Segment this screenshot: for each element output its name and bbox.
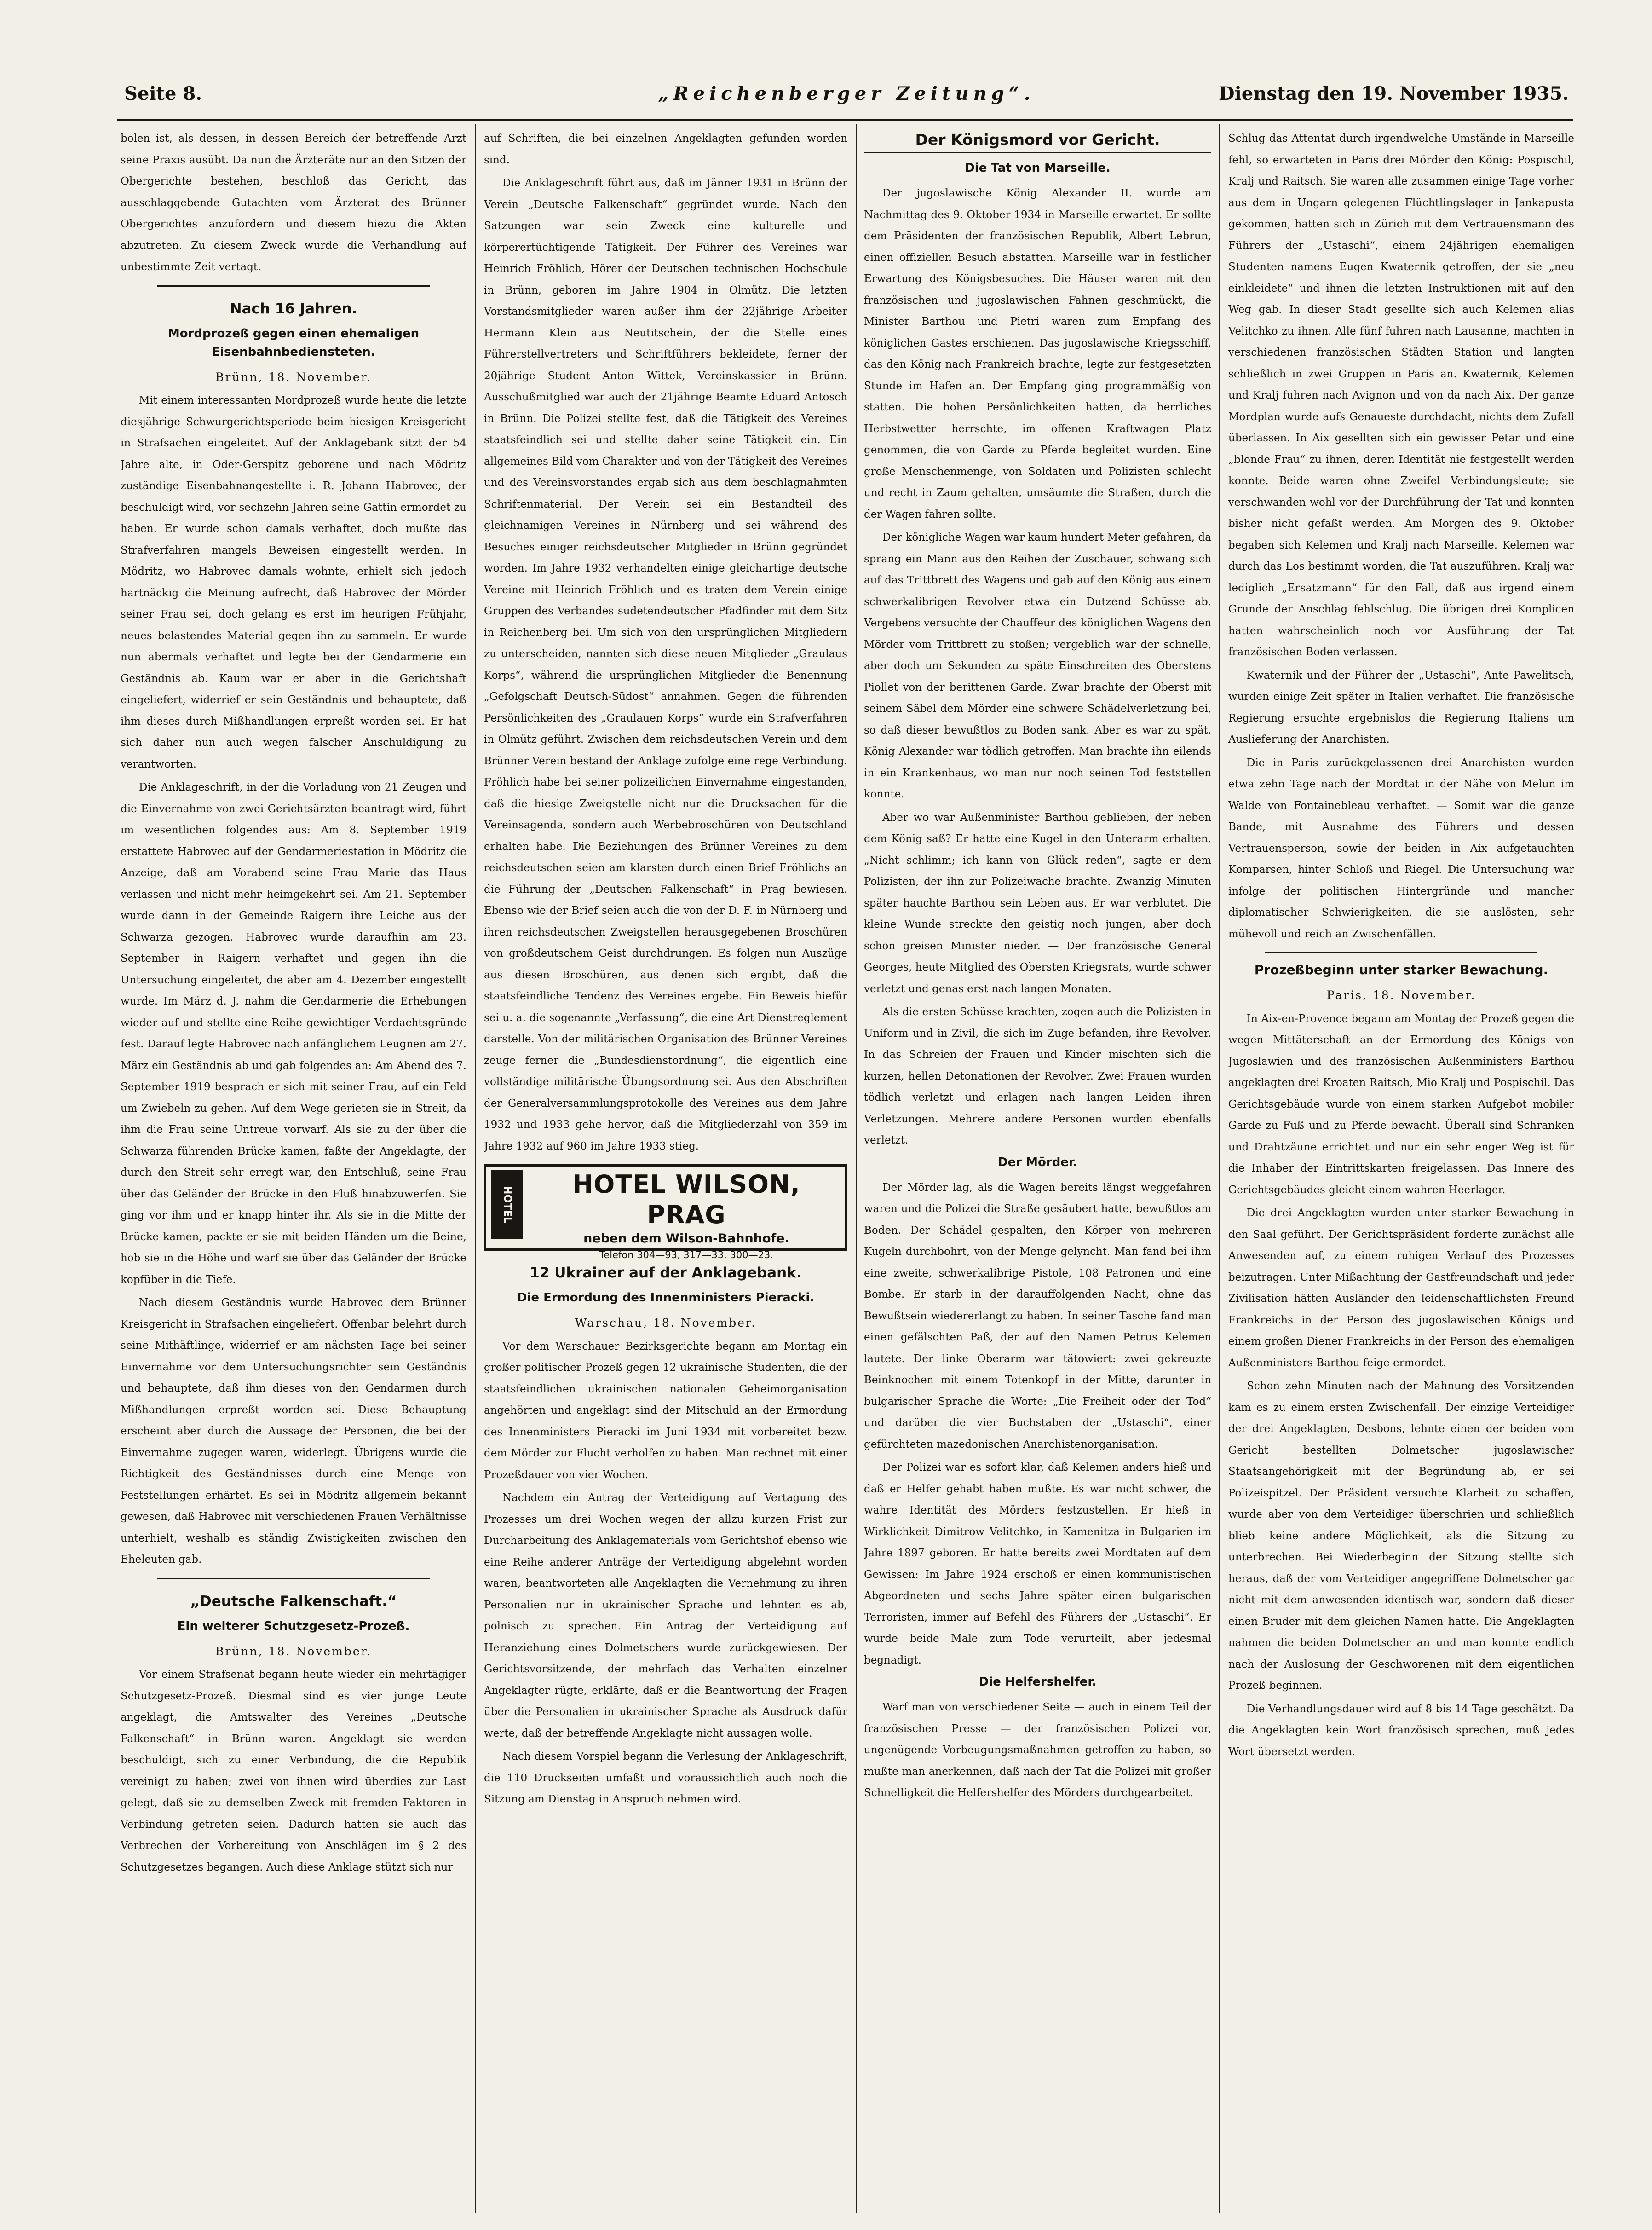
paragraph: Nach diesem Vorspiel begann die Verlesung der Anklageschrift, die 110 Druckseiten umfaßt und voraussichtlich auch noch die Sitzung am Dienstag in Anspruch nehmen wird. [484, 1750, 847, 1805]
article-subheadline: Ein weiterer Schutzgesetz-Prozeß. [177, 1619, 410, 1633]
article-subheadline: Die Ermordung des Innenministers Pieracki. [517, 1291, 815, 1305]
masthead: „Reichenberger Zeitung“. [658, 83, 1035, 104]
paragraph: Der jugoslawische König Alexander II. wurde am Nachmittag des 9. Oktober 1934 in Marseille erwartet. Er sollte dem Präsidenten der französischen Republik, Albert Lebrun, einen offiziellen Besuch abstatten. Marseille war in festlicher Erwartung des Königsbesuches. Die Häuser waren mit den französischen und jugoslawischen Fahnen geschmückt, die Minister Barthou und Pietri waren zum Empfang des königlichen Gastes erschienen. Das jugoslawische Kriegsschiff, das den König nach Frankreich brachte, legte zur festgesetzten Stunde im Hafen an. Der Empfang ging programmäßig von statten. Die hohen Persönlichkeiten hatten, da herrliches Herbstwetter herrschte, im offenen Kraftwagen Platz genommen, die von Garde zu Pferde begleitet wurden. Eine große Menschenmenge, von Soldaten und Polizisten schlecht und recht in Zaum gehalten, umsäumte die Straßen, durch die der Wagen fahren sollte. [864, 187, 1211, 520]
section-heading: Der Mörder. [998, 1155, 1077, 1169]
paragraph: Mit einem interessanten Mordprozeß wurde heute die letzte diesjährige Schwurgerichtsperiode beim hiesigen Kreisgericht in Strafsachen eingeleitet. Auf der Anklagebank sitzt der 54 Jahre alte, in Oder-Gerspitz geborene und nach Mödritz zuständige Eisenbahnangestellte i. R. Johann Habrovec, der beschuldigt wird, vor sechzehn Jahren seine Gattin ermordet zu haben. Er wurde schon damals verhaftet, doch mußte das Strafverfahren mangels Beweisen eingestellt werden. In Mödritz, wo Habrovec damals wohnte, erhielt sich jedoch hartnäckig die Meinung aufrecht, daß Habrovec der Mörder seiner Frau sei, doch gelang es erst im heurigen Frühjahr, neues belastendes Material gegen ihn zu sammeln. Er wurde nun abermals verhaftet und legte bei der Gendarmerie ein Geständnis ab. Kaum war er aber in die Gerichtshaft eingeliefert, widerrief er sein Geständnis und behauptete, daß ihm dieses durch Mißhandlungen erpreßt worden sei. Er hat sich daher nun auch wegen falscher Anschuldigung zu verantworten. [121, 394, 466, 770]
paragraph: Die drei Angeklagten wurden unter starker Bewachung in den Saal geführt. Der Gerichtspräsident forderte zunächst alle Anwesenden auf, zu einem ruhigen Verlauf des Prozesses beizutragen. Unter Mißachtung der Gastfreundschaft und jeder Zivilisation hätten Ausländer den leidenschaftlichsten Freund Frankreichs in der Person des jugoslawischen Königs und einem großen Diener Frankreichs in der Person des ehemaligen Außenministers Barthou feige ermordet. [1228, 1207, 1574, 1369]
paragraph: Schon zehn Minuten nach der Mahnung des Vorsitzenden kam es zu einem ersten Zwischenfall. Der einzige Verteidiger der drei Angeklagten, Desbons, lehnte einen der beiden vom Gericht bestellten Dolmetscher jugoslawischer Staatsangehörigkeit mit der Begründung ab, er sei Polizeispitzel. Der Präsident versuchte Klarheit zu schaffen, wurde aber von dem Verteidiger überschrien und schließlich blieb keine andere Möglichkeit, als die Sitzung zu unterbrechen. Bei Wiederbeginn der Sitzung stellte sich heraus, daß der vom Verteidiger angegriffene Dolmetscher gar nicht mit dem anwesenden identisch war, sondern daß dieser einen Bruder mit dem gleichen Namen hatte. Die Angeklagten nahmen die beiden Dolmetscher an und man konnte endlich nach der Auslosung der Geschworenen mit dem eigentlichen Prozeß beginnen. [1228, 1380, 1574, 1692]
paragraph: Aber wo war Außenminister Barthou geblieben, der neben dem König saß? Er hatte eine Kugel in den Unterarm erhalten. „Nicht schlimm; ich kann von Glück reden“, sagte er dem Polizisten, der ihn zur Polizeiwache brachte. Zwanzig Minuten später hauchte Barthou sein Leben aus. Er war verblutet. Die kleine Wunde streckte den geistig noch jungen, aber doch schon greisen Minister nieder. — Der französische General Georges, heute Mitglied des Obersten Kriegsrats, wurde schwer verletzt und genas erst nach langen Monaten. [864, 811, 1211, 995]
article-headline: Nach 16 Jahren. [230, 300, 357, 317]
continued-paragraph: auf Schriften, die bei einzelnen Angeklagten gefunden worden sind. [484, 133, 847, 166]
article-headline: Prozeßbeginn unter starker Bewachung. [1254, 962, 1548, 977]
article-separator [157, 1578, 430, 1579]
continued-paragraph: Schlug das Attentat durch irgendwelche Umstände in Marseille fehl, so erwarteten in Paris drei Mörder den König: Pospischil, Kralj und Raitsch. Sie waren alle zusammen einige Tage vorher aus dem in Ungarn gelegenen Flüchtlingslager in Jankapusta gekommen, hatten sich in Zürich mit dem Vertrauensmann des Führers der „Ustaschi“, einem 24jährigen ehemaligen Studenten namens Eugen Kwaternik getroffen, der sie „neu einkleidete“ und ihnen die letzten Instruktionen mit auf den Weg gab. In dieser Stadt gesellte sich auch Kelemen alias Velitchko zu ihnen. Alle fünf fuhren nach Lausanne, machten in verschiedenen französischen Städten Station und langten schließlich in zwei Gruppen in Paris an. Kwaternik, Kelemen und Kralj fuhren nach Avignon und von da nach Aix. Der ganze Mordplan wurde aufs Genaueste durchdacht, nichts dem Zufall überlassen. In Aix gesellten sich ein gewisser Petar und eine „blonde Frau“ zu ihnen, deren Identität nie festgestellt werden konnte. Beide waren ohne Zweifel Verbindungsleute; sie verschwanden wohl vor der Durchführung der Tat und konnten bisher nicht gefaßt werden. Am Morgen des 9. Oktober begaben sich Kelemen und Kralj nach Marseille. Kelemen war durch das Los bestimmt worden, die Tat auszuführen. Kralj war lediglich „Ersatzmann“ für den Fall, daß aus irgend einem Grunde der Anschlag fehlschlug. Die übrigen drei Komplicen hatten wahrscheinlich noch vor Ausführung der Tat französischen Boden verlassen. [1228, 133, 1574, 658]
hotel-logo: HOTEL [491, 1170, 523, 1239]
column-4 [1228, 128, 1574, 2213]
ad-telephone: Telefon 304—93, 317—33, 300—23. [599, 1249, 773, 1260]
column-divider [1219, 124, 1220, 2213]
article-subheadline: Mordprozeß gegen einen ehemaligen Eisenbahnbediensteten. [167, 326, 420, 359]
paragraph: Warf man von verschiedener Seite — auch in einem Teil der französischen Presse — der französischen Polizei vor, ungenügende Vorbeugungsmaßnahmen getroffen zu haben, so mußte man anerkennen, daß nach der Tat die Polizei mit großer Schnelligkeit die Helfershelfer des Mörders durchgearbeitet. [864, 1701, 1211, 1799]
paragraph: Nach diesem Geständnis wurde Habrovec dem Brünner Kreisgericht in Strafsachen eingeliefert. Offenbar belehrt durch seine Mithäftlinge, widerrief er am nächsten Tage bei seiner Einvernahme vor dem Untersuchungsrichter sein Geständnis und behauptete, daß ihm dieses von den Gendarmen durch Mißhandlungen erpreßt worden sei. Diese Behauptung erscheint aber durch die Aussage der Personen, die bei der Einvernahme zugegen waren, widerlegt. Übrigens wurde die Richtigkeit des Geständnisses durch eine Menge von Feststellungen erhärtet. Es sei in Mödritz allgemein bekannt gewesen, daß Habrovec mit verschiedenen Frauen Verhältnisse unterhielt, weshalb es ständig Zwistigkeiten zwischen den Eheleuten gab. [121, 1297, 466, 1566]
paragraph: Der königliche Wagen war kaum hundert Meter gefahren, da sprang ein Mann aus den Reihen der Zuschauer, schwang sich auf das Trittbrett des Wagens und gab auf den König aus einem schwerkalibrigen Revolver etwa ein Dutzend Schüsse ab. Vergebens versuchte der Chauffeur des königlichen Wagens den Mörder vom Trittbrett zu stoßen; vergeblich war der schnelle, aber doch um Sekunden zu späte Einschreiten des Oberstens Piollet von der berittenen Garde. Zwar brachte der Oberst mit seinem Säbel dem Mörder eine schwere Schädelverletzung bei, so daß dieser bewußtlos zu Boden sank. Aber es war zu spät. König Alexander war tödlich getroffen. Man brachte ihn eilends in ein Krankenhaus, wo man nur noch seinen Tod feststellen konnte. [864, 532, 1211, 800]
ad-title: HOTEL WILSON, PRAG [572, 1170, 800, 1229]
page-header [124, 83, 1569, 115]
column-2 [484, 128, 847, 2213]
article-headline: 12 Ukrainer auf der Anklagebank. [530, 1265, 802, 1281]
paragraph: Die Anklageschrift, in der die Vorladung von 21 Zeugen und die Einvernahme von zwei Gerichtsärzten beantragt wird, führt im wesentlichen folgendes aus: Am 8. September 1919 erstattete Habrovec auf der Gendarmeriestation in Mödritz die Anzeige, daß am Vorabend seine Frau Marie das Haus verlassen und nicht mehr heimgekehrt sei. Am 21. September wurde dann in der Gemeinde Raigern ihre Leiche aus der Schwarza gezogen. Habrovec wurde daraufhin am 23. September in Raigern verhaftet und gegen ihn die Untersuchung eingeleitet, die aber am 4. Dezember eingestellt wurde. Im März d. J. nahm die Gendarmerie die Erhebungen wieder auf und stellte eine Reihe gewichtiger Verdachtsgründe fest. Darauf legte Habrovec nach anfänglichem Leugnen am 27. März ein Geständnis ab und gab folgendes an: Am Abend des 7. September 1919 besprach er sich mit seiner Frau, auf ein Feld um Zwiebeln zu gehen. Auf dem Wege gerieten sie in Streit, da ihm die Frau seine Untreue vorwarf. Als sie zu der über die Schwarza führenden Brücke kamen, faßte der Angeklagte, der durch den Streit sehr erregt war, den Entschluß, seine Frau über das Geländer der Brücke in den Fluß hinabzuwerfen. Sie ging vor ihm und er knapp hinter ihr. Als sie in die Mitte der Brücke kamen, packte er sie mit beiden Händen um die Beine, hob sie in die Höhe und warf sie über das Geländer der Brücke kopfüber in die Tiefe. [121, 781, 466, 1286]
header-rule [117, 119, 1573, 121]
article-subheadline: Die Tat von Marseille. [965, 161, 1111, 175]
paragraph: In Aix-en-Provence begann am Montag der Prozeß gegen die wegen Mittäterschaft an der Ermordung des Königs von Jugoslawien und des französischen Außenministers Barthou angeklagten drei Kroaten Raitsch, Mio Kralj und Pospischil. Das Gerichtsgebäude wurde von einem starken Aufgebot mobiler Garde zu Fuß und zu Pferde bewacht. Überall sind Schranken und Drahtzäune errichtet und nur ein sehr enger Weg ist für die Inhaber der Eintrittskarten freigelassen. Das Innere des Gerichtsgebäudes gleicht einem wahren Heerlager. [1228, 1012, 1574, 1196]
paragraph: Kwaternik und der Führer der „Ustaschi“, Ante Pawelitsch, wurden einige Zeit später in Italien verhaftet. Die französische Regierung ersuchte ergebnislos die Regierung Italiens um Auslieferung der Anarchisten. [1228, 669, 1574, 745]
article-separator [1265, 952, 1537, 953]
paragraph: Vor einem Strafsenat begann heute wieder ein mehrtägiger Schutzgesetz-Prozeß. Diesmal sind es vier junge Leute angeklagt, die Amtswalter des Vereines „Deutsche Falkenschaft“ in Brünn waren. Angeklagt sie werden beschuldigt, sich zu einer Verbindung, die die Republik vereinigt zu haben; zwei von ihnen wird überdies zur Last gelegt, daß sie zu demselben Zweck mit fremden Faktoren in Verbindung getreten seien. Dadurch hatten sie auch das Verbrechen der Vorbereitung von Anschlägen im § 2 des Schutzgesetzes begangen. Auch diese Anklage stützt sich nur [121, 1669, 466, 1873]
page-number: Seite 8. [124, 83, 202, 104]
column-divider [856, 124, 857, 2213]
dateline: Brünn, 18. November. [215, 370, 372, 384]
article-separator [157, 285, 430, 287]
ad-subtitle: neben dem Wilson-Bahnhofe. [583, 1231, 789, 1246]
dateline: Warschau, 18. November. [575, 1316, 757, 1329]
section-heading: Die Helfershelfer. [979, 1675, 1097, 1689]
continued-paragraph: bolen ist, als dessen, in dessen Bereich der betreffende Arzt seine Praxis ausübt. Da nun die Ärzteräte nur an den Sitzen der Obergerichte bestehen, beschloß das Gericht, das ausschlaggebende Gutachten vom Ärzterat des Brünner Obergerichtes anzufordern und diesem hiezu die Akten abzutreten. Zu diesem Zweck wurde die Verhandlung auf unbestimmte Zeit vertagt. [121, 133, 466, 273]
column-divider [475, 124, 476, 2213]
paragraph: Als die ersten Schüsse krachten, zogen auch die Polizisten in Uniform und in Zivil, die sich im Zuge befanden, ihre Revolver. In das Schreien der Frauen und Kinder mischten sich die kurzen, hellen Detonationen der Revolver. Zwei Frauen wurden tödlich verletzt und erlagen nach langen Leiden ihren Verletzungen. Mehrere andere Personen wurden ebenfalls verletzt. [864, 1006, 1211, 1146]
paragraph: Der Mörder lag, als die Wagen bereits längst weggefahren waren und die Polizei die Straße gesäubert hatte, bewußtlos am Boden. Der Schädel gespalten, den Körper von mehreren Kugeln durchbohrt, von der Menge gelyncht. Man fand bei ihm eine zweite, schwerkalibrige Pistole, 108 Patronen und eine Bombe. Er starb in der darauffolgenden Nacht, ohne das Bewußtsein wiedererlangt zu haben. In seiner Tasche fand man einen gefälschten Paß, der auf den Namen Petrus Kelemen lautete. Der linke Oberarm war tätowiert: zwei gekreuzte Beinknochen mit einem Totenkopf in der Mitte, darunter in bulgarischer Sprache die Worte: „Die Freiheit oder der Tod“ und darüber die vier Buchstaben der „Ustaschi“, einer gefürchteten mazedonischen Anarchistenorganisation. [864, 1181, 1211, 1450]
paragraph: Nachdem ein Antrag der Verteidigung auf Vertagung des Prozesses um drei Wochen wegen der allzu kurzen Frist zur Durcharbeitung des Anklagematerials vom Gerichtshof ebenso wie eine Reihe anderer Anträge der Verteidigung abgelehnt worden waren, beantworteten alle Angeklagten die Vernehmung zu ihren Personalien nur in ukrainischer Sprache und lehnten es ab, polnisch zu sprechen. Ein Antrag der Verteidigung auf Heranziehung eines Dolmetschers wurde zurückgewiesen. Der Gerichtsvorsitzende, der mehrfach das Verhalten einzelner Angeklagter rügte, erklärte, daß er die Beantwortung der Fragen über die Personalien in ukrainischer Sprache als Ausdruck dafür werte, daß der betreffende Angeklagte nicht aussagen wolle. [484, 1492, 847, 1739]
paragraph: Die Anklageschrift führt aus, daß im Jänner 1931 in Brünn der Verein „Deutsche Falkenschaft“ gegründet wurde. Nach den Satzungen war sein Zweck eine kulturelle und körperertüchtigende Tätigkeit. Der Führer des Vereines war Heinrich Fröhlich, Hörer der Deutschen technischen Hochschule in Brünn, geboren im Jahre 1904 in Olmütz. Die letzten Vorstandsmitglieder waren außer ihm der 22jährige Arbeiter Hermann Klein aus Neutitschein, der die Stelle eines Führerstellvertreters und Schriftführers bekleidete, ferner der 20jährige Student Anton Wittek, Vereinskassier in Brünn. Ausschußmitglied war auch der 21jährige Beamte Eduard Antosch in Brünn. Die Polizei stellte fest, daß die Tätigkeit des Vereines staatsfeindlich sei und stellte daher seine Tätigkeit ein. Ein allgemeines Bild vom Charakter und von der Tätigkeit des Vereines und des Vereinsvorstandes ergab sich aus dem beschlagnahmten Schriftenmaterial. Der Verein sei ein Bestandteil des gleichnamigen Vereines in Nürnberg und sei während des Besuches einiger reichsdeutscher Mitglieder in Brünn gegründet worden. Im Jahre 1932 verhandelten einige gleichartige deutsche Vereine mit Heinrich Fröhlich und es traten dem Verein einige Gruppen des Verbandes sudetendeutscher Pfadfinder mit dem Sitz in Reichenberg bei. Um sich von den ursprünglichen Mitgliedern zu unterscheiden, nannten sich diese neuen Mitglieder „Graulaus Korps“, während die ursprünglichen Mitglieder die Benennung „Gefolgschaft Deutsch-Südost“ annahmen. Gegen die führenden Persönlichkeiten des „Graulauen Korps“ wurde ein Strafverfahren in Olmütz geführt. Zwischen dem reichsdeutschen Verein und dem Brünner Verein bestand der Anklage zufolge eine rege Verbindung. Fröhlich habe bei seiner polizeilichen Einvernahme eingestanden, daß die hiesige Zweigstelle nicht nur die Drucksachen für die Vereinsagenda, sondern auch Werbebroschüren von Deutschland erhalten habe. Die Beziehungen des Brünner Vereines zu dem reichsdeutschen seien am klarsten durch einen Brief Fröhlichs an die Führung der „Deutschen Falkenschaft“ in Prag bewiesen. Ebenso wie der Brief seien auch die von der D. F. in Nürnberg und ihren reichsdeutschen Zweigstellen herausgegebenen Broschüren von großdeutschem Geist durchdrungen. Es folgen nun Auszüge aus diesen Broschüren, aus denen sich ergibt, daß die staatsfeindliche Tendenz des Vereines ergebe. Ein Beweis hiefür sei u. a. die sogenannte „Verfassung“, die eine Art Dienstreglement darstelle. Von der militärischen Organisation des Brünner Vereines zeuge ferner die „Bundesdienstordnung“, die eigentlich eine vollständige militärische Übungsordnung sei. Aus den Abschriften der Generalversammlungsprotokolle des Vereines aus dem Jahre 1932 und 1933 gehe hervor, daß die Mitgliederzahl von 359 im Jahre 1932 auf 960 im Jahre 1933 stieg. [484, 177, 847, 1152]
issue-date: Dienstag den 19. November 1935. [1218, 83, 1569, 104]
column-3 [864, 128, 1211, 2213]
article-headline: „Deutsche Falkenschaft.“ [190, 1593, 397, 1610]
hotel-advertisement [484, 1164, 847, 1260]
column-1 [121, 128, 466, 2213]
dateline: Brünn, 18. November. [215, 1644, 372, 1658]
paragraph: Die Verhandlungsdauer wird auf 8 bis 14 Tage geschätzt. Da die Angeklagten kein Wort französisch sprechen, muß jedes Wort übersetzt werden. [1228, 1703, 1574, 1758]
ad-text [532, 1169, 840, 1262]
paragraph: Vor dem Warschauer Bezirksgerichte begann am Montag ein großer politischer Prozeß gegen 12 ukrainische Studenten, die der staatsfeindlichen ukrainischen nationalen Geheimorganisation angehörten und angeklagt sind der Mitschuld an der Ermordung des Innenministers Pieracki im Juni 1934 mit vorbereitet bezw. dem Mörder zur Flucht verholfen zu haben. Man rechnet mit einer Prozeßdauer von vier Wochen. [484, 1340, 847, 1481]
article-headline: Der Königsmord vor Gericht. [864, 128, 1211, 153]
paragraph: Der Polizei war es sofort klar, daß Kelemen anders hieß und daß er Helfer gehabt haben mußte. Es war nicht schwer, die wahre Identität des Mörders festzustellen. Er hieß in Wirklichkeit Dimitrow Velitchko, in Kamenitza in Bulgarien im Jahre 1897 geboren. Er hatte bereits zwei Mordtaten auf dem Gewissen: Im Jahre 1924 erschoß er einen kommunistischen Abgeordneten und sechs Jahre später einen bulgarischen Terroristen, immer auf Befehl des Führers der „Ustaschi“. Er wurde beide Male zum Tode verurteilt, aber jedesmal begnadigt. [864, 1462, 1211, 1666]
paragraph: Die in Paris zurückgelassenen drei Anarchisten wurden etwa zehn Tage nach der Mordtat in der Nähe von Melun im Walde von Fontainebleau verhaftet. — Somit war die ganze Bande, mit Ausnahme des Führers und dessen Vertrauensperson, sowie der beiden in Aix aufgetauchten Komparsen, hinter Schloß und Riegel. Die Untersuchung war infolge der politischen Hintergründe und mancher diplomatischer Schwierigkeiten, die sie auslösten, sehr mühevoll und reich an Zwischenfällen. [1228, 757, 1574, 940]
dateline: Paris, 18. November. [1326, 988, 1476, 1002]
